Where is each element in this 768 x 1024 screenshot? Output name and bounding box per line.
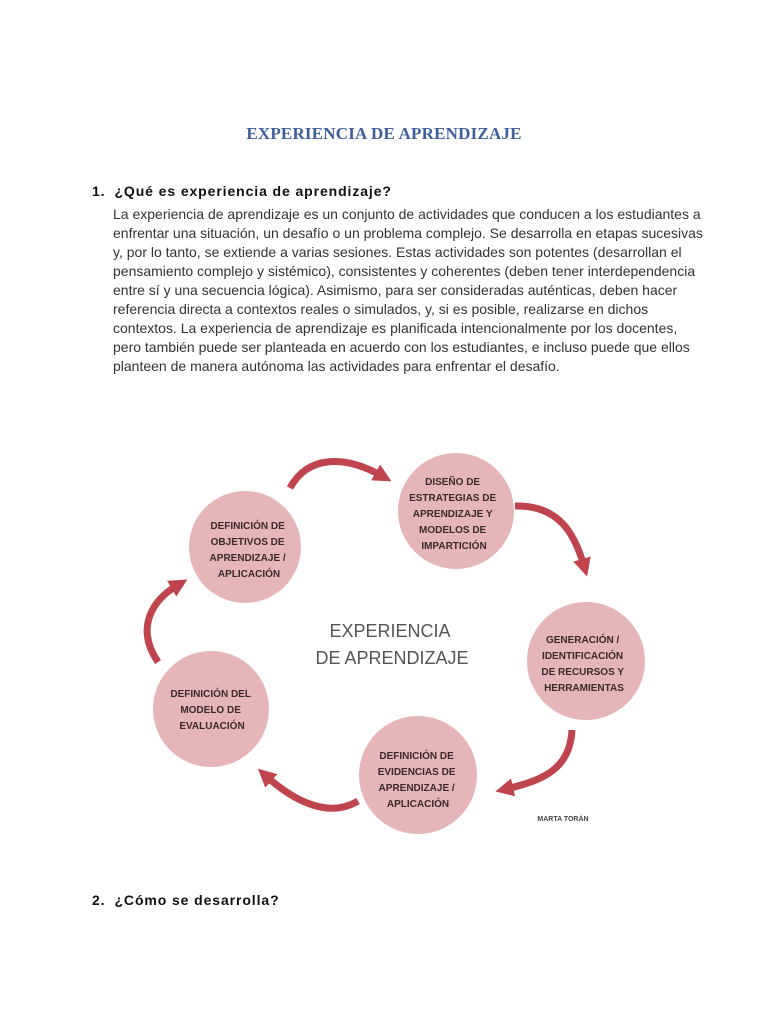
diagram-credit: MARTA TORÁN <box>537 816 589 823</box>
node-label-line: MODELOS DE <box>418 525 487 536</box>
document-title: EXPERIENCIA DE APRENDIZAJE <box>246 124 522 143</box>
node-label-line: EVALUACIÓN <box>179 721 245 732</box>
node-label-line: DE RECURSOS Y <box>541 667 624 678</box>
node-label-line: DISEÑO DE <box>425 477 481 488</box>
paragraph-line: pero también puede ser planteada en acuerdo con los estudiantes, e incluso puede que ellos <box>113 339 690 355</box>
diagram-center-title <box>315 621 468 668</box>
node-label-line: ESTRATEGIAS DE <box>409 493 497 504</box>
section-1-number: 1. <box>92 183 106 199</box>
node-label-line: APLICACIÓN <box>386 799 450 810</box>
paragraph-line: y, por lo tanto, se extiende a varias sesiones. Estas actividades son potentes (desarrollan el <box>113 244 682 260</box>
paragraph-line: entre sí y una secuencia lógica). Asimismo, para ser consideradas auténticas, deben hacer <box>113 282 678 298</box>
paragraph-line: contextos. La experiencia de aprendizaje es planificada intencionalmente por los docentes, <box>113 320 678 336</box>
node-label-line: MODELO DE <box>180 705 241 716</box>
node-label-evaluation <box>170 687 253 732</box>
node-label-line: IMPARTICIÓN <box>421 541 487 552</box>
node-label-line: DEFINICIÓN DE <box>210 521 285 532</box>
node-label-line: APLICACIÓN <box>217 569 281 580</box>
paragraph-line: referencia directa a contextos reales o simulados, y, si es posible, realizarse en dichos <box>113 301 649 317</box>
node-label-line: HERRAMIENTAS <box>544 683 624 694</box>
cycle-arrow-1 <box>290 461 382 488</box>
node-label-line: OBJETIVOS DE <box>210 537 285 548</box>
paragraph-line: enfrentar una situación, un desafío o un problema complejo. Se desarrolla en etapas sucesivas <box>113 225 703 241</box>
node-label-line: GENERACIÓN / <box>545 635 620 646</box>
node-label-line: APRENDIZAJE / <box>378 783 455 794</box>
section-2-number: 2. <box>92 892 106 908</box>
paragraph-line: pensamiento complejo y sistémico), consistentes y coherentes (deben tener interdependencia <box>113 263 696 279</box>
node-label-line: DEFINICIÓN DEL <box>170 689 251 700</box>
diagram-center-line: DE APRENDIZAJE <box>315 648 469 668</box>
section-2-title: ¿Cómo se desarrolla? <box>114 892 280 908</box>
cycle-arrow-5 <box>147 585 178 662</box>
paragraph-line: planteen de manera autónoma las actividades para enfrentar el desafío. <box>113 358 560 374</box>
paragraph-line: La experiencia de aprendizaje es un conjunto de actividades que conducen a los estudiantes a <box>113 206 701 222</box>
diagram-center-line: EXPERIENCIA <box>329 621 450 641</box>
node-label-line: APRENDIZAJE Y <box>412 509 493 520</box>
cycle-arrow-4 <box>266 776 358 808</box>
node-label-line: APRENDIZAJE / <box>209 553 286 564</box>
cycle-arrow-3 <box>506 730 572 789</box>
node-label-line: IDENTIFICACIÓN <box>542 651 624 662</box>
section-2-heading <box>92 892 280 908</box>
cycle-arrow-2 <box>515 506 584 566</box>
node-label-line: EVIDENCIAS DE <box>377 767 456 778</box>
section-1-title: ¿Qué es experiencia de aprendizaje? <box>114 183 392 199</box>
node-label-line: DEFINICIÓN DE <box>379 751 454 762</box>
